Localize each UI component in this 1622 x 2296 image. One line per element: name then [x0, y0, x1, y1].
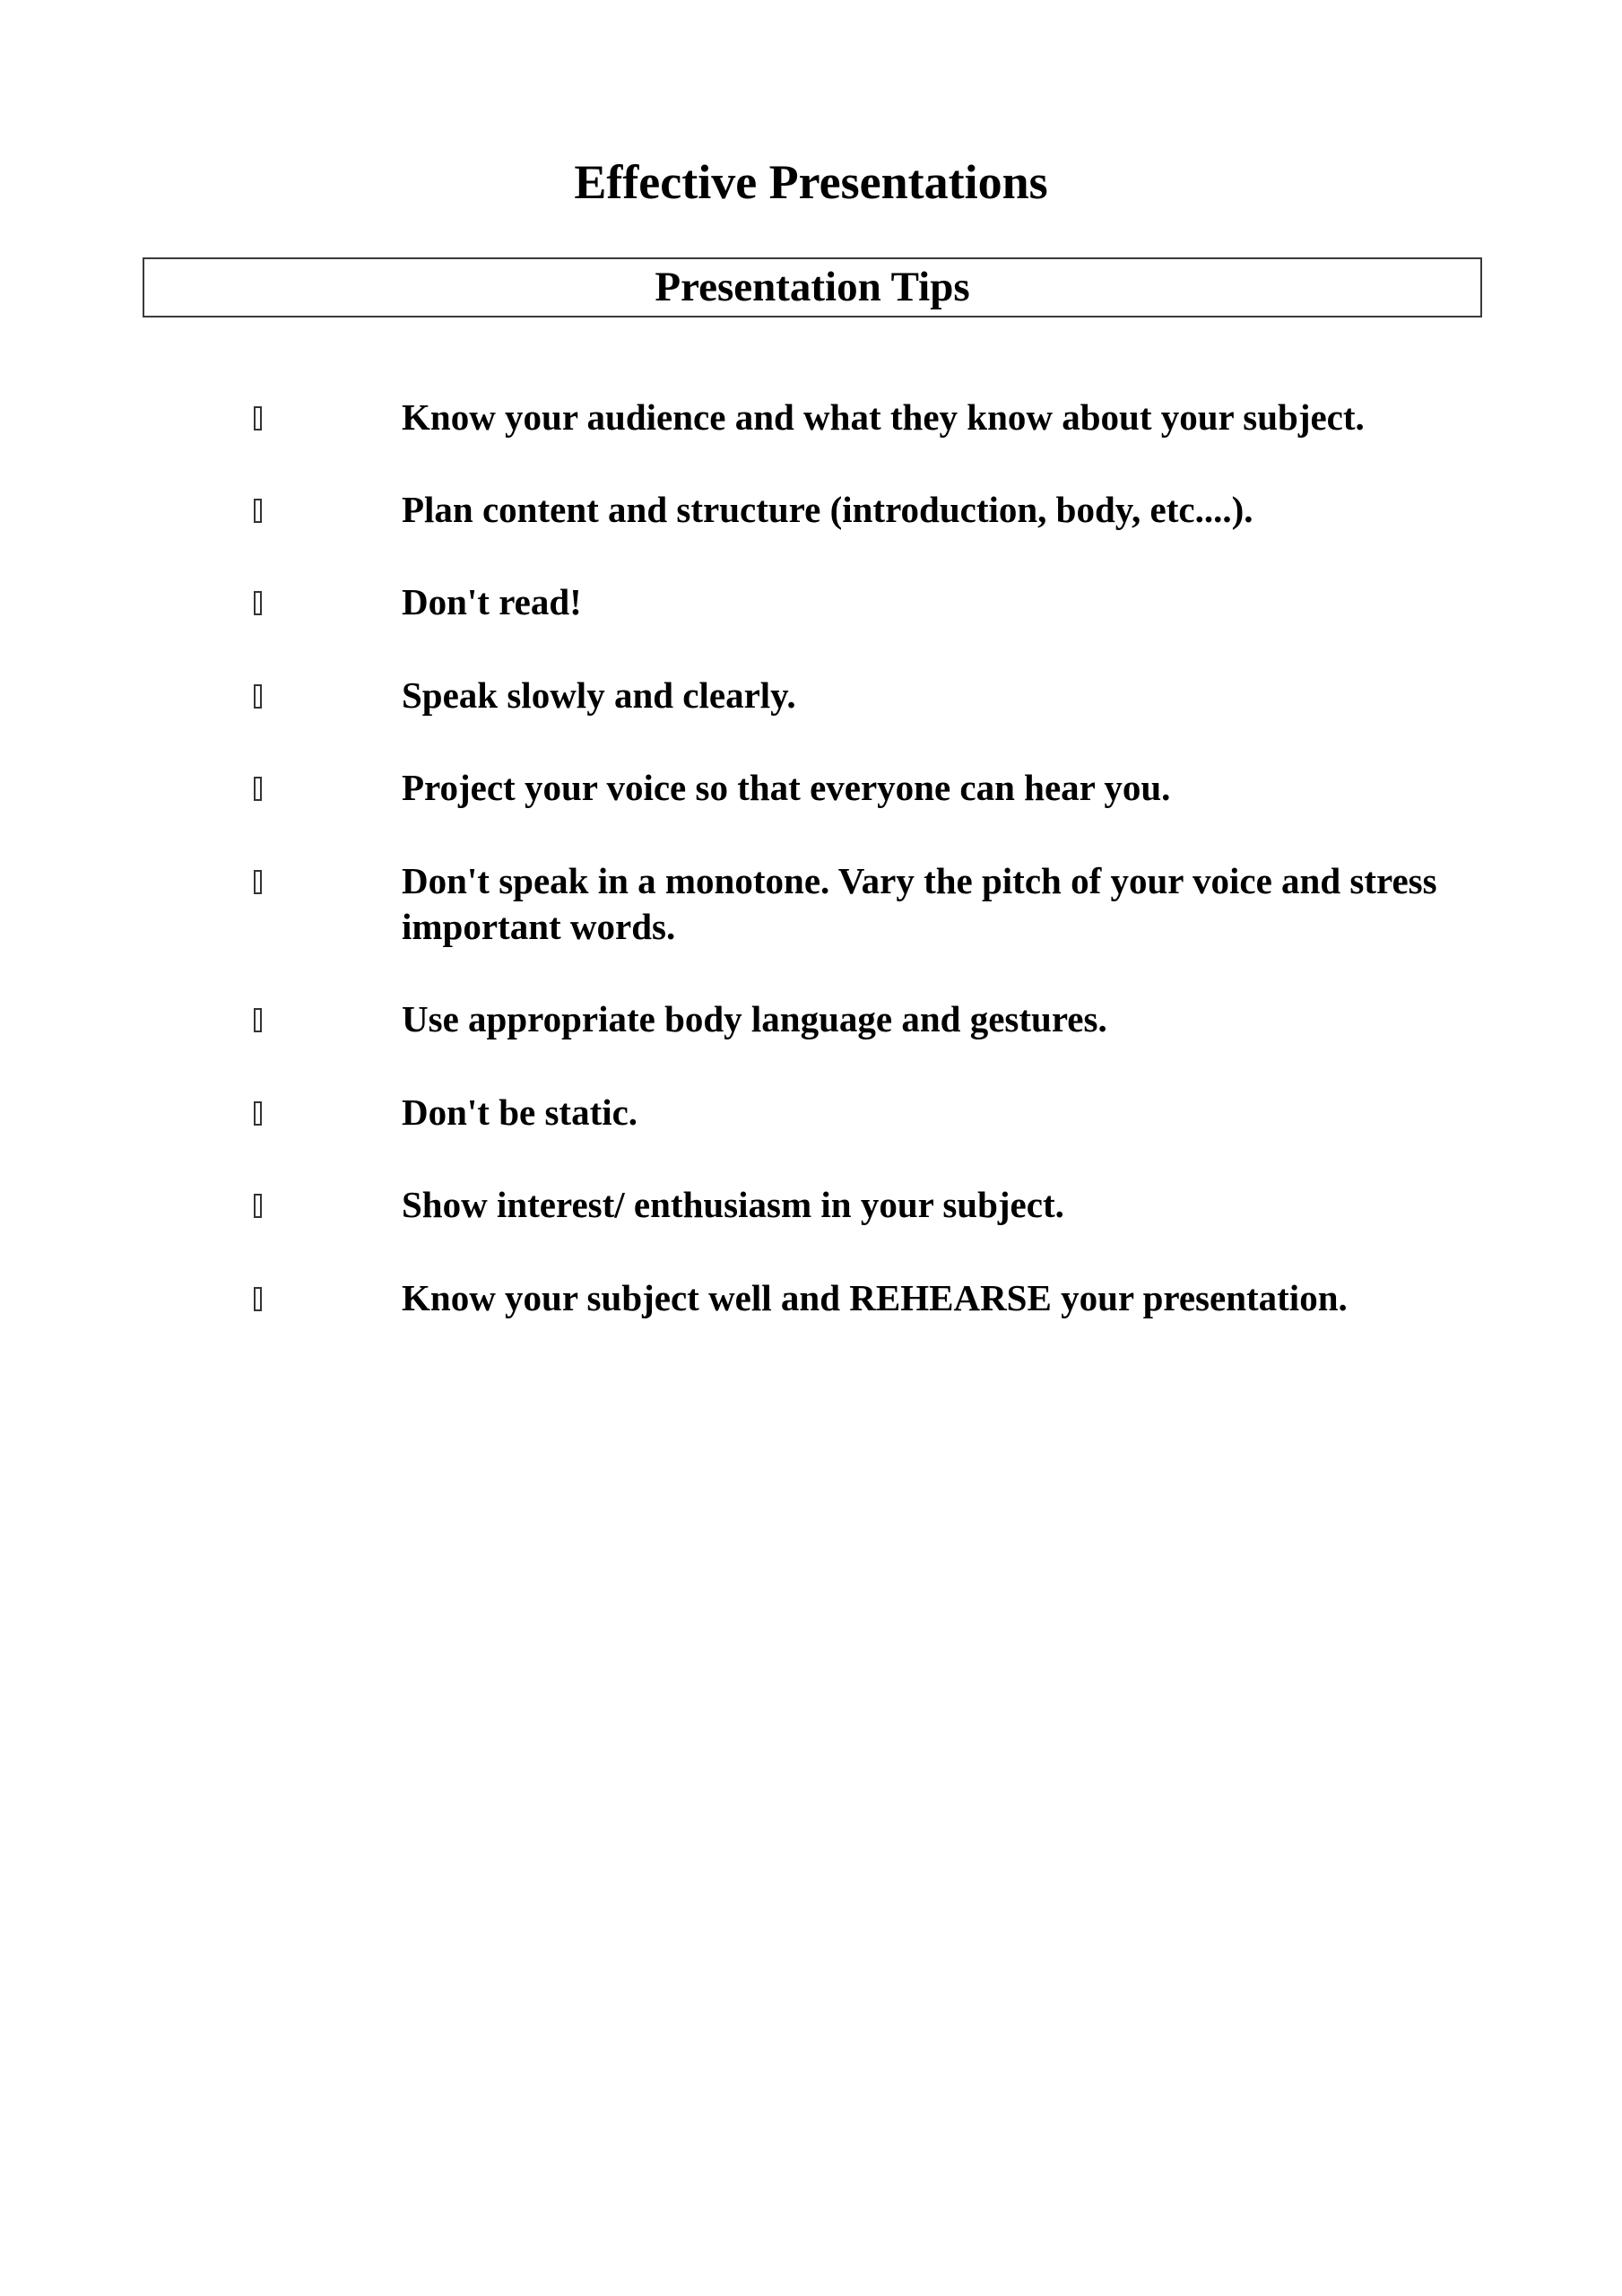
bullet-icon — [254, 1008, 262, 1032]
section-heading: Presentation Tips — [655, 264, 970, 310]
bullet-icon — [254, 1194, 262, 1218]
bullet-icon — [254, 1101, 262, 1126]
section-heading-box — [143, 257, 1482, 317]
tip-text: Don't be static. — [402, 1091, 638, 1133]
tip-text: Know your subject well and REHEARSE your presentation. — [402, 1277, 1348, 1318]
tip-text: Plan content and structure (introduction, body, etc....). — [402, 489, 1253, 530]
tip-text: Use appropriate body language and gestures. — [402, 998, 1107, 1039]
tip-text: Project your voice so that everyone can hear you. — [402, 767, 1171, 808]
tip-text: Know your audience and what they know about your subject. — [402, 396, 1365, 438]
bullet-icon — [254, 406, 262, 430]
bullet-icon — [254, 777, 262, 801]
tip-text: Don't speak in a monotone. Vary the pitch of your voice and stress important words. — [402, 860, 1437, 947]
bullet-icon — [254, 684, 262, 709]
tip-text: Don't read! — [402, 581, 582, 622]
bullet-icon — [254, 591, 262, 615]
tip-text: Speak slowly and clearly. — [402, 674, 796, 716]
page-title: Effective Presentations — [574, 155, 1048, 209]
bullet-icon — [254, 1287, 262, 1311]
bullet-icon — [254, 499, 262, 523]
tip-text: Show interest/ enthusiasm in your subject. — [402, 1184, 1064, 1225]
bullet-icon — [254, 870, 262, 894]
